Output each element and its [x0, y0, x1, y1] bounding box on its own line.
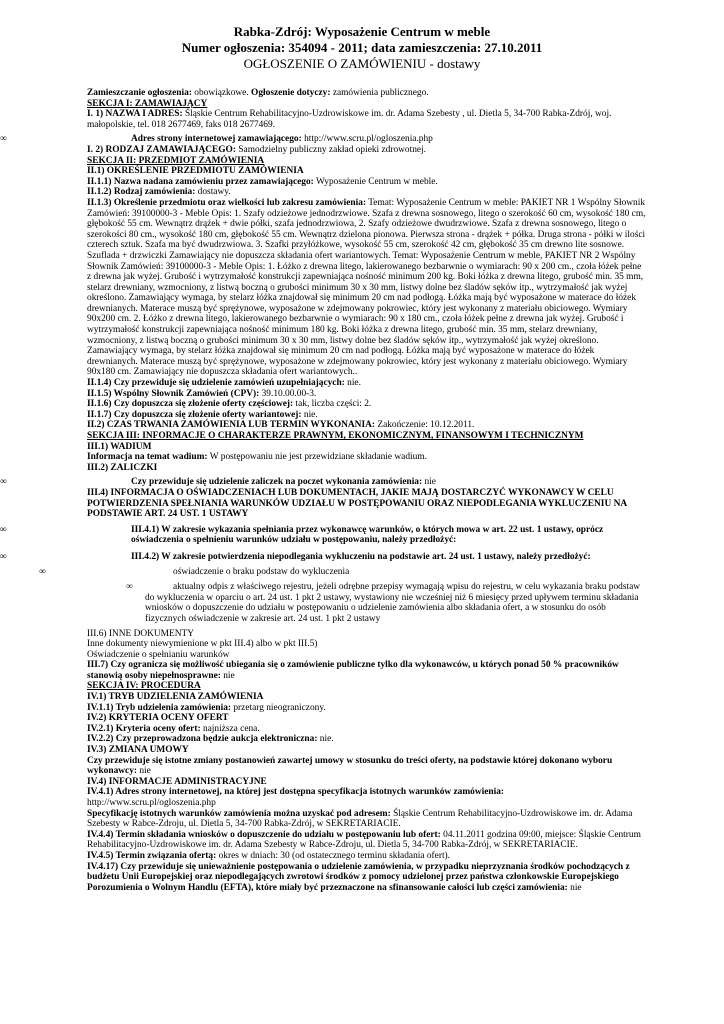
label: II.1.5) Wspólny Słownik Zamówień (CPV): — [87, 388, 260, 399]
value: nie — [137, 766, 151, 777]
advance-payments-item — [0, 477, 647, 488]
publication-info — [87, 88, 647, 99]
bullet-icon: ∞ — [0, 134, 7, 145]
subsection-heading: III.6) INNE DOKUMENTY — [87, 628, 195, 639]
section-heading: SEKCJA III: INFORMACJE O CHARAKTERZE PRAWNYM, EKONOMICZNYM, FINANSOWYM I TECHNICZNYM — [87, 431, 584, 441]
exclusion-item — [0, 551, 647, 563]
variant-offer — [87, 410, 647, 421]
completion-date — [87, 420, 647, 431]
order-description — [87, 198, 647, 378]
value: Śląskie Centrum Rehabilitacyjno-Uzdrowiskowe im. dr. Adama Szebesty w Rabce-Zdroju, ul. Dietla 5, 34-700 Rabka-Zdrój, w SEKRETARIACIE. — [87, 808, 633, 830]
value: dostawy. — [195, 187, 231, 198]
subsection-heading: IV.3) ZMIANA UMOWY — [87, 745, 189, 756]
value: nie — [220, 670, 235, 681]
section-heading: SEKCJA II: PRZEDMIOT ZAMÓWIENIA — [87, 155, 265, 166]
evaluation-criteria — [87, 724, 647, 735]
value: oświadczenie o braku podstaw do wykluczenia — [173, 566, 350, 577]
section-heading: SEKCJA IV: PROCEDURA — [87, 681, 201, 692]
label: IV.4.17) Czy przewiduje się unieważnienie postępowania o udzielenie zamówienia, w przypadku nieprzyznania środków pochodzących z budżetu Unii Europejskiej oraz niepodlegających zwrotowi środków z pomocy udzielonej przez państwa członkowskie Europejskiego Porozumienia o Wolnym Handlu (EFTA), które miały być przeznaczone na sfinansowanie całości lub części zamówienia: — [87, 861, 630, 893]
contract-changes — [87, 756, 647, 777]
offer-binding-period — [87, 851, 647, 862]
website-link[interactable]: http://www.scru.pl/ogloszenia.php — [301, 134, 433, 145]
label: Czy przewiduje się udzielenie zaliczek na poczet wykonania zamówienia: — [131, 477, 423, 488]
label: II.1.2) Rodzaj zamówienia: — [87, 187, 196, 198]
order-name — [87, 177, 647, 188]
label: I. 1) NAZWA I ADRES: — [87, 109, 183, 120]
value: nie. — [317, 734, 334, 745]
label: IV.2.1) Kryteria oceny ofert: — [87, 723, 201, 734]
label: IV.2.2) Czy przeprowadzona będzie aukcja elektroniczna: — [87, 734, 318, 745]
authority-type — [87, 145, 647, 156]
value: obowiązkowe. — [191, 88, 252, 98]
announcement-body — [0, 88, 647, 893]
subsection-heading: III.1) WADIUM — [87, 441, 152, 452]
subsection-heading: III.4) INFORMACJA O OŚWIADCZENIACH LUB DOKUMENTACH, JAKIE MAJĄ DOSTARCZYĆ WYKONAWCY W CELU POTWIERDZENIA SPEŁNIANIA WARUNKÓW UDZIAŁU W POSTĘPOWANIU ORAZ NIEPODLEGANIA WYKLUCZENIU NA PODSTAWIE ART. 24 UST. 1 USTAWY — [87, 487, 627, 520]
document-header — [0, 24, 724, 72]
label: IV.4.5) Termin związania ofertą: — [87, 850, 217, 861]
value: zamówienia publicznego. — [330, 88, 429, 98]
value: okres w dniach: 30 (od ostatecznego terminu składania ofert). — [216, 850, 451, 861]
announcement-number: Numer ogłoszenia: 354094 - 2011; data zamieszczenia: 27.10.2011 — [181, 40, 543, 55]
bullet-icon: ∞ — [0, 477, 7, 488]
label: IV.1.1) Tryb udzielenia zamówienia: — [87, 702, 232, 713]
label: Ogłoszenie dotyczy: — [251, 88, 331, 98]
submission-deadline — [87, 830, 647, 851]
disabled-employees — [87, 660, 647, 681]
value: przetarg nieograniczony. — [231, 702, 326, 713]
label: Zamieszczanie ogłoszenia: — [87, 88, 192, 98]
subsection-heading: IV.1) TRYB UDZIELENIA ZAMÓWIENIA — [87, 692, 264, 703]
value: nie. — [301, 409, 318, 420]
specification-website — [87, 787, 647, 798]
specification-link[interactable]: http://www.scru.pl/ogloszenia.php — [87, 798, 216, 808]
value: III.4.2) W zakresie potwierdzenia niepodlegania wykluczeniu na podstawie art. 24 ust. 1 ustawy, należy przedłożyć: — [131, 551, 591, 562]
label: Informacja na temat wadium: — [87, 452, 208, 463]
cancellation-clause — [87, 862, 647, 894]
bullet-icon: ∞ — [0, 524, 7, 535]
value: nie — [567, 882, 582, 893]
value: Zakończenie: 10.12.2011. — [375, 420, 475, 431]
value: Temat: Wyposażenie Centrum w meble: PAKIET NR 1 Wspólny Słownik Zamówień: 39100000-3 - Meble Opis: 1. Szafy odzieżowe jednodrzwiowe. Szafa z drewna sosnowego, litego o szerokość 60 cm, wysokość 180 cm, głębokość 55 cm. Wewnątrz drążek + dwie półki, szafa jednodrzwiowa, 2. Szafy odzieżowe dwudrzwiowe. Szafa z drewna sosnowego, litego o szerokości 80 cm., wysokość 180 cm, głębokość 55 cm. Wewnątrz dzielona pionowa. Pierwsza strona - drążek + półka. Druga strona - półki w ilości czterech sztuk. Szafa ma być dwudrzwiowa. 3. Szafki przyłóżkowe, wysokość 55 cm, szerokość 42 cm, głębokość 35 cm drewno lite sosnowe. Szuflada + drzwiczki Zamawiający nie dopuszcza składania ofert wariantowych. Temat: Wyposażenie Centrum w meble, PAKIET NR 2 Wspólny Słownik Zamówień: 39100000-3 - Meble Opis: 1. Łóżko z drewna litego, lakierowanego bezbarwnie o wymiarach: 90 x 200 cm., czoła łóżek pełne z drewna jak wyżej. Grubość i wytrzymałość konstrukcji zapewniająca nośność minimum 200 kg. Boki łóżka z drewna litego, grubość min. 35 mm, stelarz drewniany, wzmocniony, z listwą boczną o grubości minimum 30 x 30 mm, listwy dolne bez śladów sęków itp., wytrzymałość jak wyżej określono. Zamawiający wymaga, by stelarz łóżka znajdował się minimum 20 cm nad podłogą. Łóżka mają być wyposażone w materace do łóżek drewnianych. Materace muszą być sprężynowe, wyposażone w zdejmowany pokrowiec, który jest wykonany z materiału obiciowego. Wymiary 90x200 cm. 2. Łóżko z drewna litego, lakierowanego bezbarwnie o wymiarach: 90 x 180 cm., czoła łóżek pełne z drewna jak wyżej. Grubość i wytrzymałość konstrukcji zapewniająca nośność minimum 180 kg. Boki łóżka z drewna litego, grubość min. 35 mm, stelarz drewniany, wzmocniony, z listwą boczną o grubości minimum 30 x 30 mm, listwy dolne bez śladów sęków itp., wytrzymałość jak wyżej określono. Zamawiający wymaga, by stelarz łóżka znajdował się minimum 20 cm nad podłogą. Łóżka mają być wyposażone w materace do łóżek drewnianych. Materace muszą być sprężynowe, wyposażone w zdejmowany pokrowiec, który jest wykonany z materiału obiciowego. Wymiary 90x180 cm. Zamawiający nie dopuszcza składania ofert wariantowych.. — [87, 197, 646, 378]
label: II.1.3) Określenie przedmiotu oraz wielkości lub zakresu zamówienia: — [87, 197, 367, 208]
label: II.1.1) Nazwa nadana zamówieniu przez zamawiającego: — [87, 176, 314, 187]
subsection-heading: III.2) ZALICZKI — [87, 462, 158, 473]
value: Śląskie Centrum Rehabilitacyjno-Uzdrowiskowe im. dr. Adama Szebesty , ul. Dietla 5, 34-700 Rabka-Zdrój, woj. małopolskie, tel. 018 2677469, faks 018 2677469. — [87, 109, 612, 130]
conditions-item — [0, 524, 647, 546]
label: II.2) CZAS TRWANIA ZAMÓWIENIA LUB TERMIN WYKONANIA: — [87, 420, 375, 431]
contracting-authority — [87, 109, 647, 130]
cpv-code — [87, 389, 647, 400]
partial-offer — [87, 399, 647, 410]
bullet-icon: ∞ — [0, 551, 7, 562]
subsection-heading: II.1) OKREŚLENIE PRZEDMIOTU ZAMÓWIENIA — [87, 166, 304, 177]
value: tak, liczba części: 2. — [293, 399, 372, 410]
procedure-mode — [87, 703, 647, 714]
announcement-type: OGŁOSZENIE O ZAMÓWIENIU - dostawy — [243, 56, 481, 71]
value: najniższa cena. — [200, 723, 260, 734]
label: I. 2) RODZAJ ZAMAWIAJĄCEGO: — [87, 144, 236, 155]
value: nie — [422, 477, 436, 488]
label: Czy przewiduje się istotne zmiany postanowień zawartej umowy w stosunku do treści oferty, na podstawie której dokonano wyboru wykonawcy: — [87, 755, 613, 777]
website-item — [0, 134, 647, 145]
label: IV.4.4) Termin składania wniosków o dopuszczenie do udziału w postępowaniu lub ofert: — [87, 829, 441, 840]
label: II.1.7) Czy dopuszcza się złożenie oferty wariantowej: — [87, 409, 302, 420]
value: nie. — [344, 378, 361, 389]
label: Specyfikację istotnych warunków zamówienia można uzyskać pod adresem: — [87, 808, 391, 819]
specification-address — [87, 809, 647, 830]
value: 04.11.2011 godzina 09:00, miejsce: Śląskie Centrum Rehabilitacyjno-Uzdrowiskowe im. dr. Adama Szebesty w Rabce-Zdroju, ul. Dietla 5, 34-700 Rabka-Zdrój, w SEKRETARIACIE. — [87, 829, 641, 851]
value: aktualny odpis z właściwego rejestru, jeżeli odrębne przepisy wymagają wpisu do rejestru, w celu wykazania braku podstaw do wykluczenia w oparciu o art. 24 ust. 1 pkt 2 ustawy, wystawiony nie wcześniej niż 6 miesięcy przed upływem terminu składania wniosków o dopuszczenie do udziału w postępowaniu o udzielenie zamówienia albo składania ofert, a w stosunku do osób fizycznych oświadczenie w zakresie art. 24 ust. 1 pkt 2 ustawy — [145, 582, 641, 624]
label: Adres strony internetowej zamawiającego: — [131, 134, 302, 145]
section-heading: SEKCJA I: ZAMAWIAJĄCY — [87, 98, 208, 109]
bullet-icon: ∞ — [39, 566, 46, 577]
label: II.1.4) Czy przewiduje się udzielenie zamówień uzupełniających: — [87, 378, 345, 389]
value: III.4.1) W zakresie wykazania spełniania przez wykonawcę warunków, o których mowa w art. 22 ust. 1 ustawy, oprócz oświadczenia o spełnieniu warunków udziału w postępowaniu, należy przedłożyć: — [131, 524, 604, 546]
bullet-icon: ∞ — [126, 582, 133, 593]
label: II.1.6) Czy dopuszcza się złożenie oferty częściowej: — [87, 399, 294, 410]
deposit-info — [87, 452, 647, 463]
label: III.7) Czy ogranicza się możliwość ubiegania się o zamówienie publiczne tylko dla wykonawców, u których ponad 50 % pracowników stanowią osoby niepełnosprawne: — [87, 660, 619, 681]
other-documents-value: Oświadczenie o spełnianiu warunków — [87, 649, 230, 660]
document-item — [87, 582, 647, 624]
value: 39.10.00.00-3. — [259, 388, 317, 399]
page-title: Rabka-Zdrój: Wyposażenie Centrum w meble — [233, 24, 491, 39]
value: W postępowaniu nie jest przewidziane składanie wadium. — [207, 452, 427, 463]
supplementary-orders — [87, 378, 647, 389]
label: Adres strony internetowej, na której jest dostępna specyfikacja istotnych warunków zamówienia: — [113, 787, 505, 798]
subsection-heading: IV.4) INFORMACJE ADMINISTRACYJNE — [87, 776, 267, 787]
label: IV.4.1) — [87, 787, 114, 798]
subsection-heading: IV.2) KRYTERIA OCENY OFERT — [87, 713, 229, 724]
document-item — [39, 566, 647, 578]
value: Samodzielny publiczny zakład opieki zdrowotnej. — [235, 144, 427, 155]
other-documents: Inne dokumenty niewymienione w pkt III.4) albo w pkt III.5) — [87, 639, 318, 650]
value: Wyposażenie Centrum w meble. — [313, 176, 438, 187]
electronic-auction — [87, 734, 647, 745]
order-type — [87, 187, 647, 198]
